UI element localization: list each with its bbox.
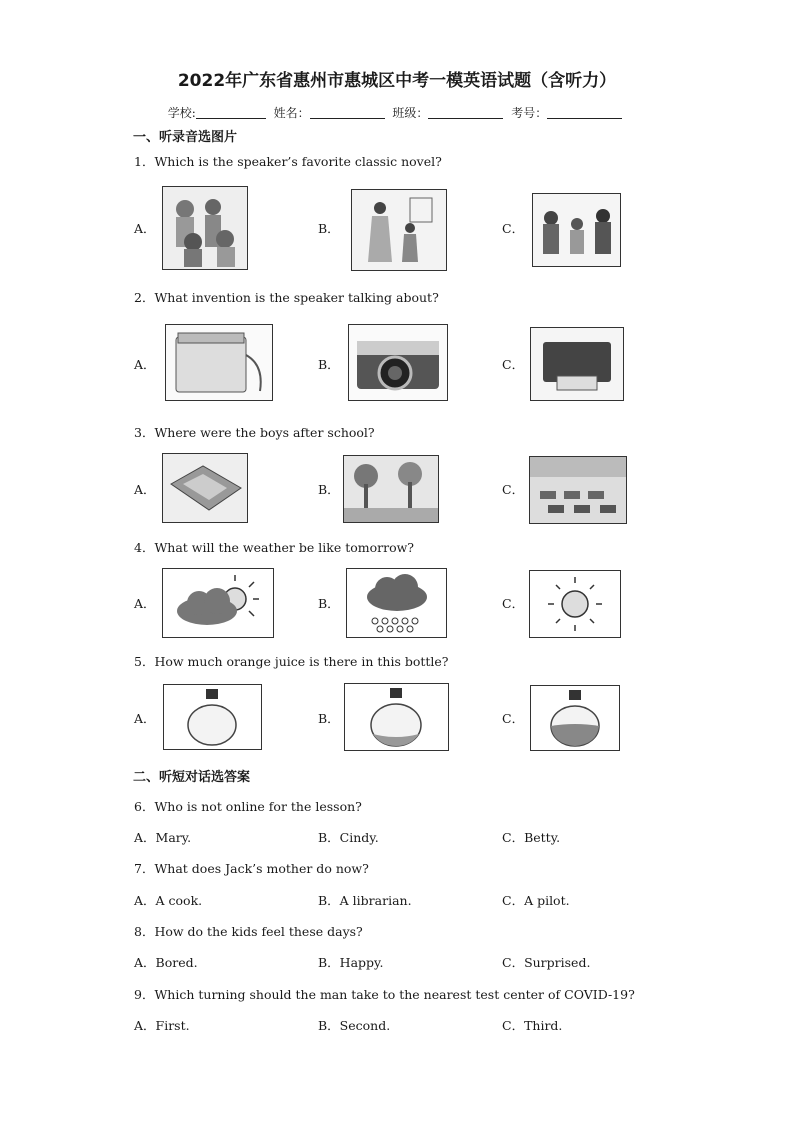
q1-image-a-monsters[interactable]	[162, 186, 248, 270]
q6-option-a[interactable]: A．Mary.	[134, 830, 192, 845]
question-1: 1．Which is the speaker’s favorite classic novel?	[134, 154, 442, 169]
section-1-heading: 一、听录音选图片	[133, 130, 238, 145]
q5-option-a-label[interactable]: A．	[134, 711, 156, 726]
q3-image-a-stadium[interactable]	[162, 453, 248, 523]
school-label: 学校:	[167, 106, 196, 120]
q8-option-a[interactable]: A．Bored.	[134, 955, 198, 970]
q7-option-b[interactable]: B．A librarian.	[318, 893, 412, 908]
q6-option-c[interactable]: C．Betty.	[502, 830, 561, 845]
q7-option-c[interactable]: C．A pilot.	[502, 893, 570, 908]
q3-option-b-label[interactable]: B．	[318, 482, 340, 497]
q5-image-c-half-bottle[interactable]	[530, 685, 620, 751]
q1-option-a-label[interactable]: A．	[134, 221, 156, 236]
page-title: 2022年广东省惠州市惠城区中考一模英语试题（含听力）	[177, 71, 617, 91]
q2-option-b-label[interactable]: B．	[318, 357, 340, 372]
number-label: 考号：	[511, 106, 548, 120]
q1-image-c-warriors[interactable]	[532, 193, 621, 267]
q6-option-b[interactable]: B．Cindy.	[318, 830, 379, 845]
q4-image-c-sunny[interactable]	[529, 570, 621, 638]
number-blank[interactable]	[547, 106, 622, 119]
q7-option-a[interactable]: A．A cook.	[134, 893, 203, 908]
q9-option-a[interactable]: A．First.	[134, 1018, 190, 1033]
q1-option-b-label[interactable]: B．	[318, 221, 340, 236]
q5-option-c-label[interactable]: C．	[502, 711, 525, 726]
q5-option-b-label[interactable]: B．	[318, 711, 340, 726]
q2-option-a-label[interactable]: A．	[134, 357, 156, 372]
q1-image-b-scholars[interactable]	[351, 189, 447, 271]
q1-option-c-label[interactable]: C．	[502, 221, 525, 236]
q3-option-c-label[interactable]: C．	[502, 482, 525, 497]
q3-image-b-park[interactable]	[343, 455, 439, 523]
school-blank[interactable]	[196, 106, 266, 119]
name-label: 姓名：	[273, 106, 310, 120]
q4-option-c-label[interactable]: C．	[502, 596, 525, 611]
q4-image-a-cloudy-sunny[interactable]	[162, 568, 274, 638]
question-4: 4．What will the weather be like tomorrow?	[134, 540, 414, 555]
class-blank[interactable]	[428, 106, 503, 119]
q9-option-c[interactable]: C．Third.	[502, 1018, 563, 1033]
q4-image-b-rainy[interactable]	[346, 568, 447, 638]
student-info-line	[0, 104, 794, 121]
question-8: 8．How do the kids feel these days?	[134, 924, 363, 939]
q4-option-b-label[interactable]: B．	[318, 596, 340, 611]
q2-image-a-washing-machine[interactable]	[165, 324, 273, 401]
question-3: 3．Where were the boys after school?	[134, 425, 375, 440]
q8-option-c[interactable]: C．Surprised.	[502, 955, 591, 970]
q9-option-b[interactable]: B．Second.	[318, 1018, 391, 1033]
question-2: 2．What invention is the speaker talking about?	[134, 290, 439, 305]
q3-image-c-classroom[interactable]	[529, 456, 627, 524]
question-5: 5．How much orange juice is there in this bottle?	[134, 654, 449, 669]
q2-image-c-printer[interactable]	[530, 327, 624, 401]
q2-option-c-label[interactable]: C．	[502, 357, 525, 372]
q8-option-b[interactable]: B．Happy.	[318, 955, 384, 970]
question-9: 9．Which turning should the man take to the nearest test center of COVID-19?	[134, 987, 635, 1002]
q5-image-b-quarter-bottle[interactable]	[344, 683, 449, 751]
question-7: 7．What does Jack’s mother do now?	[134, 861, 369, 876]
name-blank[interactable]	[310, 106, 385, 119]
q5-image-a-empty-bottle[interactable]	[163, 684, 262, 750]
class-label: 班级：	[392, 106, 429, 120]
q2-image-b-camera[interactable]	[348, 324, 448, 401]
q4-option-a-label[interactable]: A．	[134, 596, 156, 611]
q3-option-a-label[interactable]: A．	[134, 482, 156, 497]
section-2-heading: 二、听短对话选答案	[133, 770, 251, 785]
question-6: 6．Who is not online for the lesson?	[134, 799, 362, 814]
